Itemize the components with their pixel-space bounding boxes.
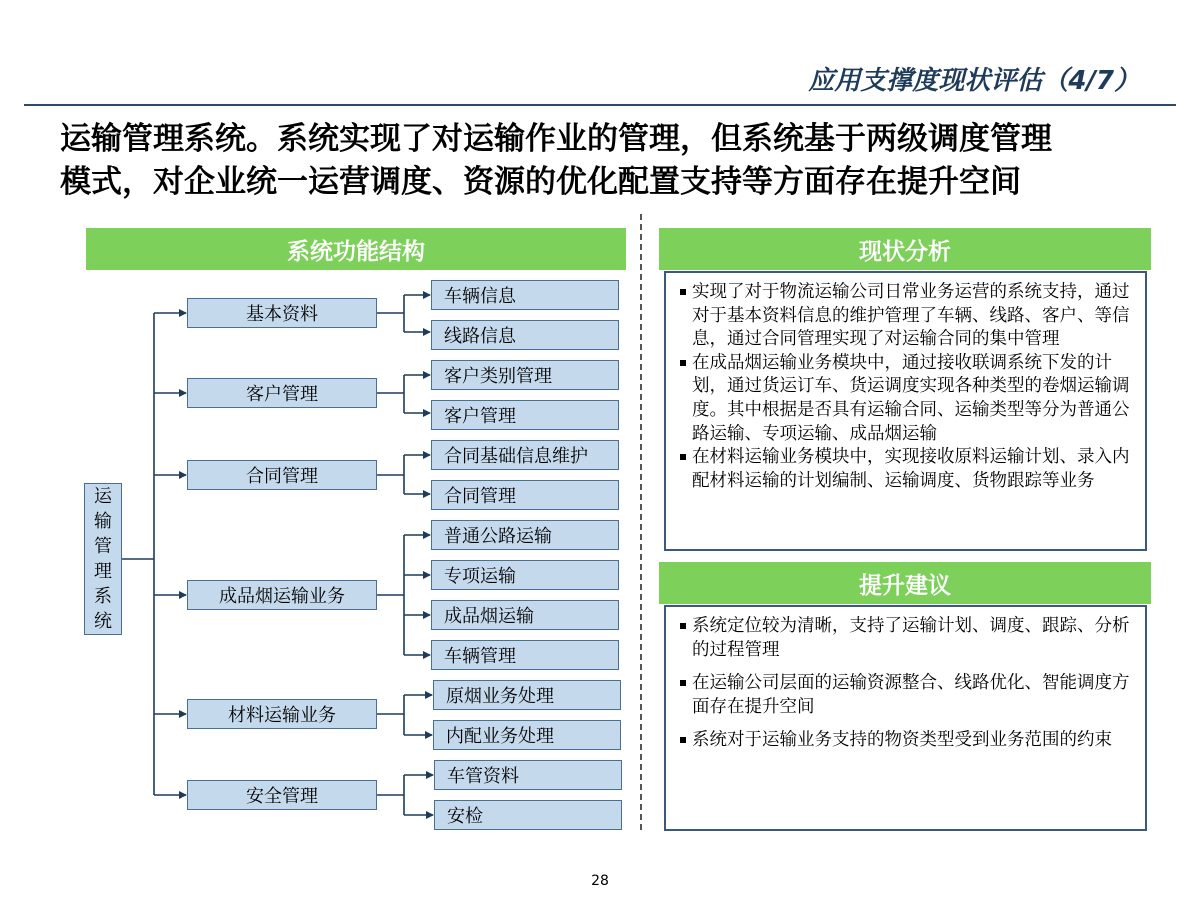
- module-contract-management: 合同管理: [187, 460, 377, 490]
- page-number: 28: [591, 873, 609, 889]
- item-contract-basic-info: 合同基础信息维护: [431, 440, 619, 470]
- improvement-bullet: 系统定位较为清晰，支持了运输计划、调度、跟踪、分析的过程管理: [678, 615, 1133, 662]
- status-bullet: 在成品烟运输业务模块中，通过接收联调系统下发的计划，通过货运订车、货运调度实现各种类型的卷烟运输调度。其中根据是否具有运输合同、运输类型等分为普通公路运输、专项运输、成品烟运输: [678, 352, 1133, 446]
- status-bullet: 实现了对于物流运输公司日常业务运营的系统支持，通过对于基本资料信息的维护管理了车辆、线路、客户、等信息，通过合同管理实现了对运输合同的集中管理: [678, 281, 1133, 352]
- function-structure-header: 系统功能结构: [86, 228, 626, 270]
- root-char: 输: [94, 511, 112, 532]
- root-char: 运: [94, 486, 112, 507]
- item-vehicle-management: 车辆管理: [431, 640, 619, 670]
- root-char: 理: [94, 561, 112, 582]
- headline-line-2: 模式，对企业统一运营调度、资源的优化配置支持等方面存在提升空间: [60, 164, 1021, 200]
- status-bullet: 在材料运输业务模块中，实现接收原料运输计划、录入内配材料运输的计划编制、运输调度、货物跟踪等业务: [678, 446, 1133, 493]
- slide-title: 应用支撑度现状评估（4/7）: [808, 66, 1140, 96]
- improvement-header: 提升建议: [659, 562, 1151, 604]
- item-customer-management: 客户管理: [431, 400, 619, 430]
- item-customer-category: 客户类别管理: [431, 360, 619, 390]
- status-analysis-panel: [664, 271, 1147, 551]
- root-node-transport-system: [84, 483, 122, 635]
- root-char: 系: [94, 586, 112, 607]
- item-internal-distribution: 内配业务处理: [433, 720, 621, 750]
- module-customer-management: 客户管理: [187, 378, 377, 408]
- status-analysis-header: 现状分析: [659, 228, 1151, 270]
- item-road-transport: 普通公路运输: [431, 520, 619, 550]
- item-route-info: 线路信息: [431, 320, 619, 350]
- improvement-bullet: 在运输公司层面的运输资源整合、线路优化、智能调度方面存在提升空间: [678, 672, 1133, 719]
- module-safety-management: 安全管理: [187, 780, 377, 810]
- module-finished-tobacco-transport: 成品烟运输业务: [187, 580, 377, 610]
- improvement-panel: [664, 605, 1147, 831]
- root-char: 统: [94, 611, 112, 632]
- headline-line-1: 运输管理系统。系统实现了对运输作业的管理，但系统基于两级调度管理: [60, 121, 1052, 157]
- item-finished-tobacco-transport: 成品烟运输: [431, 600, 619, 630]
- item-raw-tobacco-processing: 原烟业务处理: [433, 680, 621, 710]
- item-safety-inspection: 安检: [434, 800, 622, 830]
- item-special-transport: 专项运输: [431, 560, 619, 590]
- module-material-transport: 材料运输业务: [187, 699, 377, 729]
- item-vehicle-records: 车管资料: [434, 760, 622, 790]
- item-contract-management: 合同管理: [431, 480, 619, 510]
- improvement-list: [678, 615, 1133, 753]
- root-char: 管: [94, 536, 112, 557]
- item-vehicle-info: 车辆信息: [431, 280, 619, 310]
- module-basic-data: 基本资料: [187, 298, 377, 328]
- status-analysis-list: [678, 281, 1133, 493]
- improvement-bullet: 系统对于运输业务支持的物资类型受到业务范围的约束: [678, 729, 1133, 753]
